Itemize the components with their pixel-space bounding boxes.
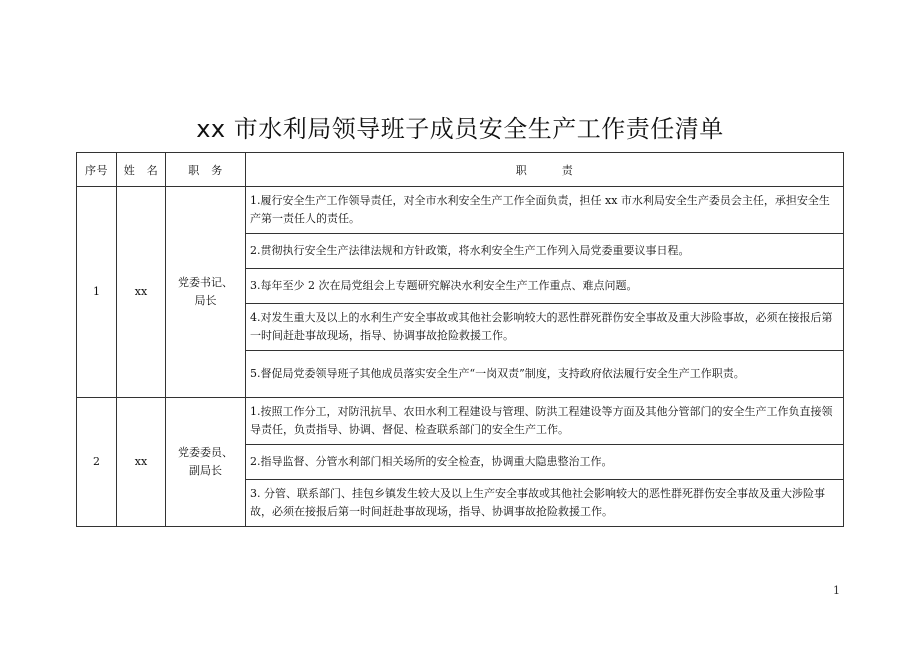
header-post: 职 务 bbox=[166, 153, 246, 187]
row-seq-cell: 2 bbox=[77, 398, 117, 527]
table-row bbox=[77, 187, 844, 234]
duty-item: 1.按照工作分工，对防汛抗旱、农田水利工程建设与管理、防洪工程建设等方面及其他分管部门的安全生产工作负直接领导责任，负责指导、协调、督促、检查联系部门的安全生产工作。 bbox=[246, 398, 844, 445]
duty-item: 5.督促局党委领导班子其他成员落实安全生产“一岗双责”制度，支持政府依法履行安全生产工作职责。 bbox=[246, 351, 844, 398]
row-name-cell: xx bbox=[117, 398, 166, 527]
table-header-row bbox=[77, 153, 844, 187]
duty-item: 4.对发生重大及以上的水利生产安全事故或其他社会影响较大的恶性群死群伤安全事故及重大涉险事故，必须在接报后第一时间赶赴事故现场，指导、协调事故抢险救援工作。 bbox=[246, 304, 844, 351]
document-title: xx 市水利局领导班子成员安全生产工作责任清单 bbox=[196, 115, 724, 143]
header-duty: 职 责 bbox=[246, 153, 844, 187]
responsibility-table bbox=[76, 152, 844, 527]
page-number: 1 bbox=[833, 584, 840, 597]
row-name-cell: xx bbox=[117, 187, 166, 398]
table-row bbox=[77, 398, 844, 445]
row-post-cell: 党委书记、局长 bbox=[166, 187, 246, 398]
duty-item: 3. 分管、联系部门、挂包乡镇发生较大及以上生产安全事故或其他社会影响较大的恶性群死群伤安全事故及重大涉险事故，必须在接报后第一时间赶赴事故现场，指导、协调事故抢险救援工作。 bbox=[246, 480, 844, 527]
duty-item: 1.履行安全生产工作领导责任，对全市水利安全生产工作全面负责，担任 xx 市水利局安全生产委员会主任，承担安全生产第一责任人的责任。 bbox=[246, 187, 844, 234]
row-post-cell: 党委委员、副局长 bbox=[166, 398, 246, 527]
duty-item: 2.贯彻执行安全生产法律法规和方针政策，将水利安全生产工作列入局党委重要议事日程。 bbox=[246, 234, 844, 269]
header-name: 姓 名 bbox=[117, 153, 166, 187]
duty-item: 3.每年至少 2 次在局党组会上专题研究解决水利安全生产工作重点、难点问题。 bbox=[246, 269, 844, 304]
header-seq: 序号 bbox=[77, 153, 117, 187]
duty-item: 2.指导监督、分管水利部门相关场所的安全检查，协调重大隐患整治工作。 bbox=[246, 445, 844, 480]
row-seq-cell: 1 bbox=[77, 187, 117, 398]
